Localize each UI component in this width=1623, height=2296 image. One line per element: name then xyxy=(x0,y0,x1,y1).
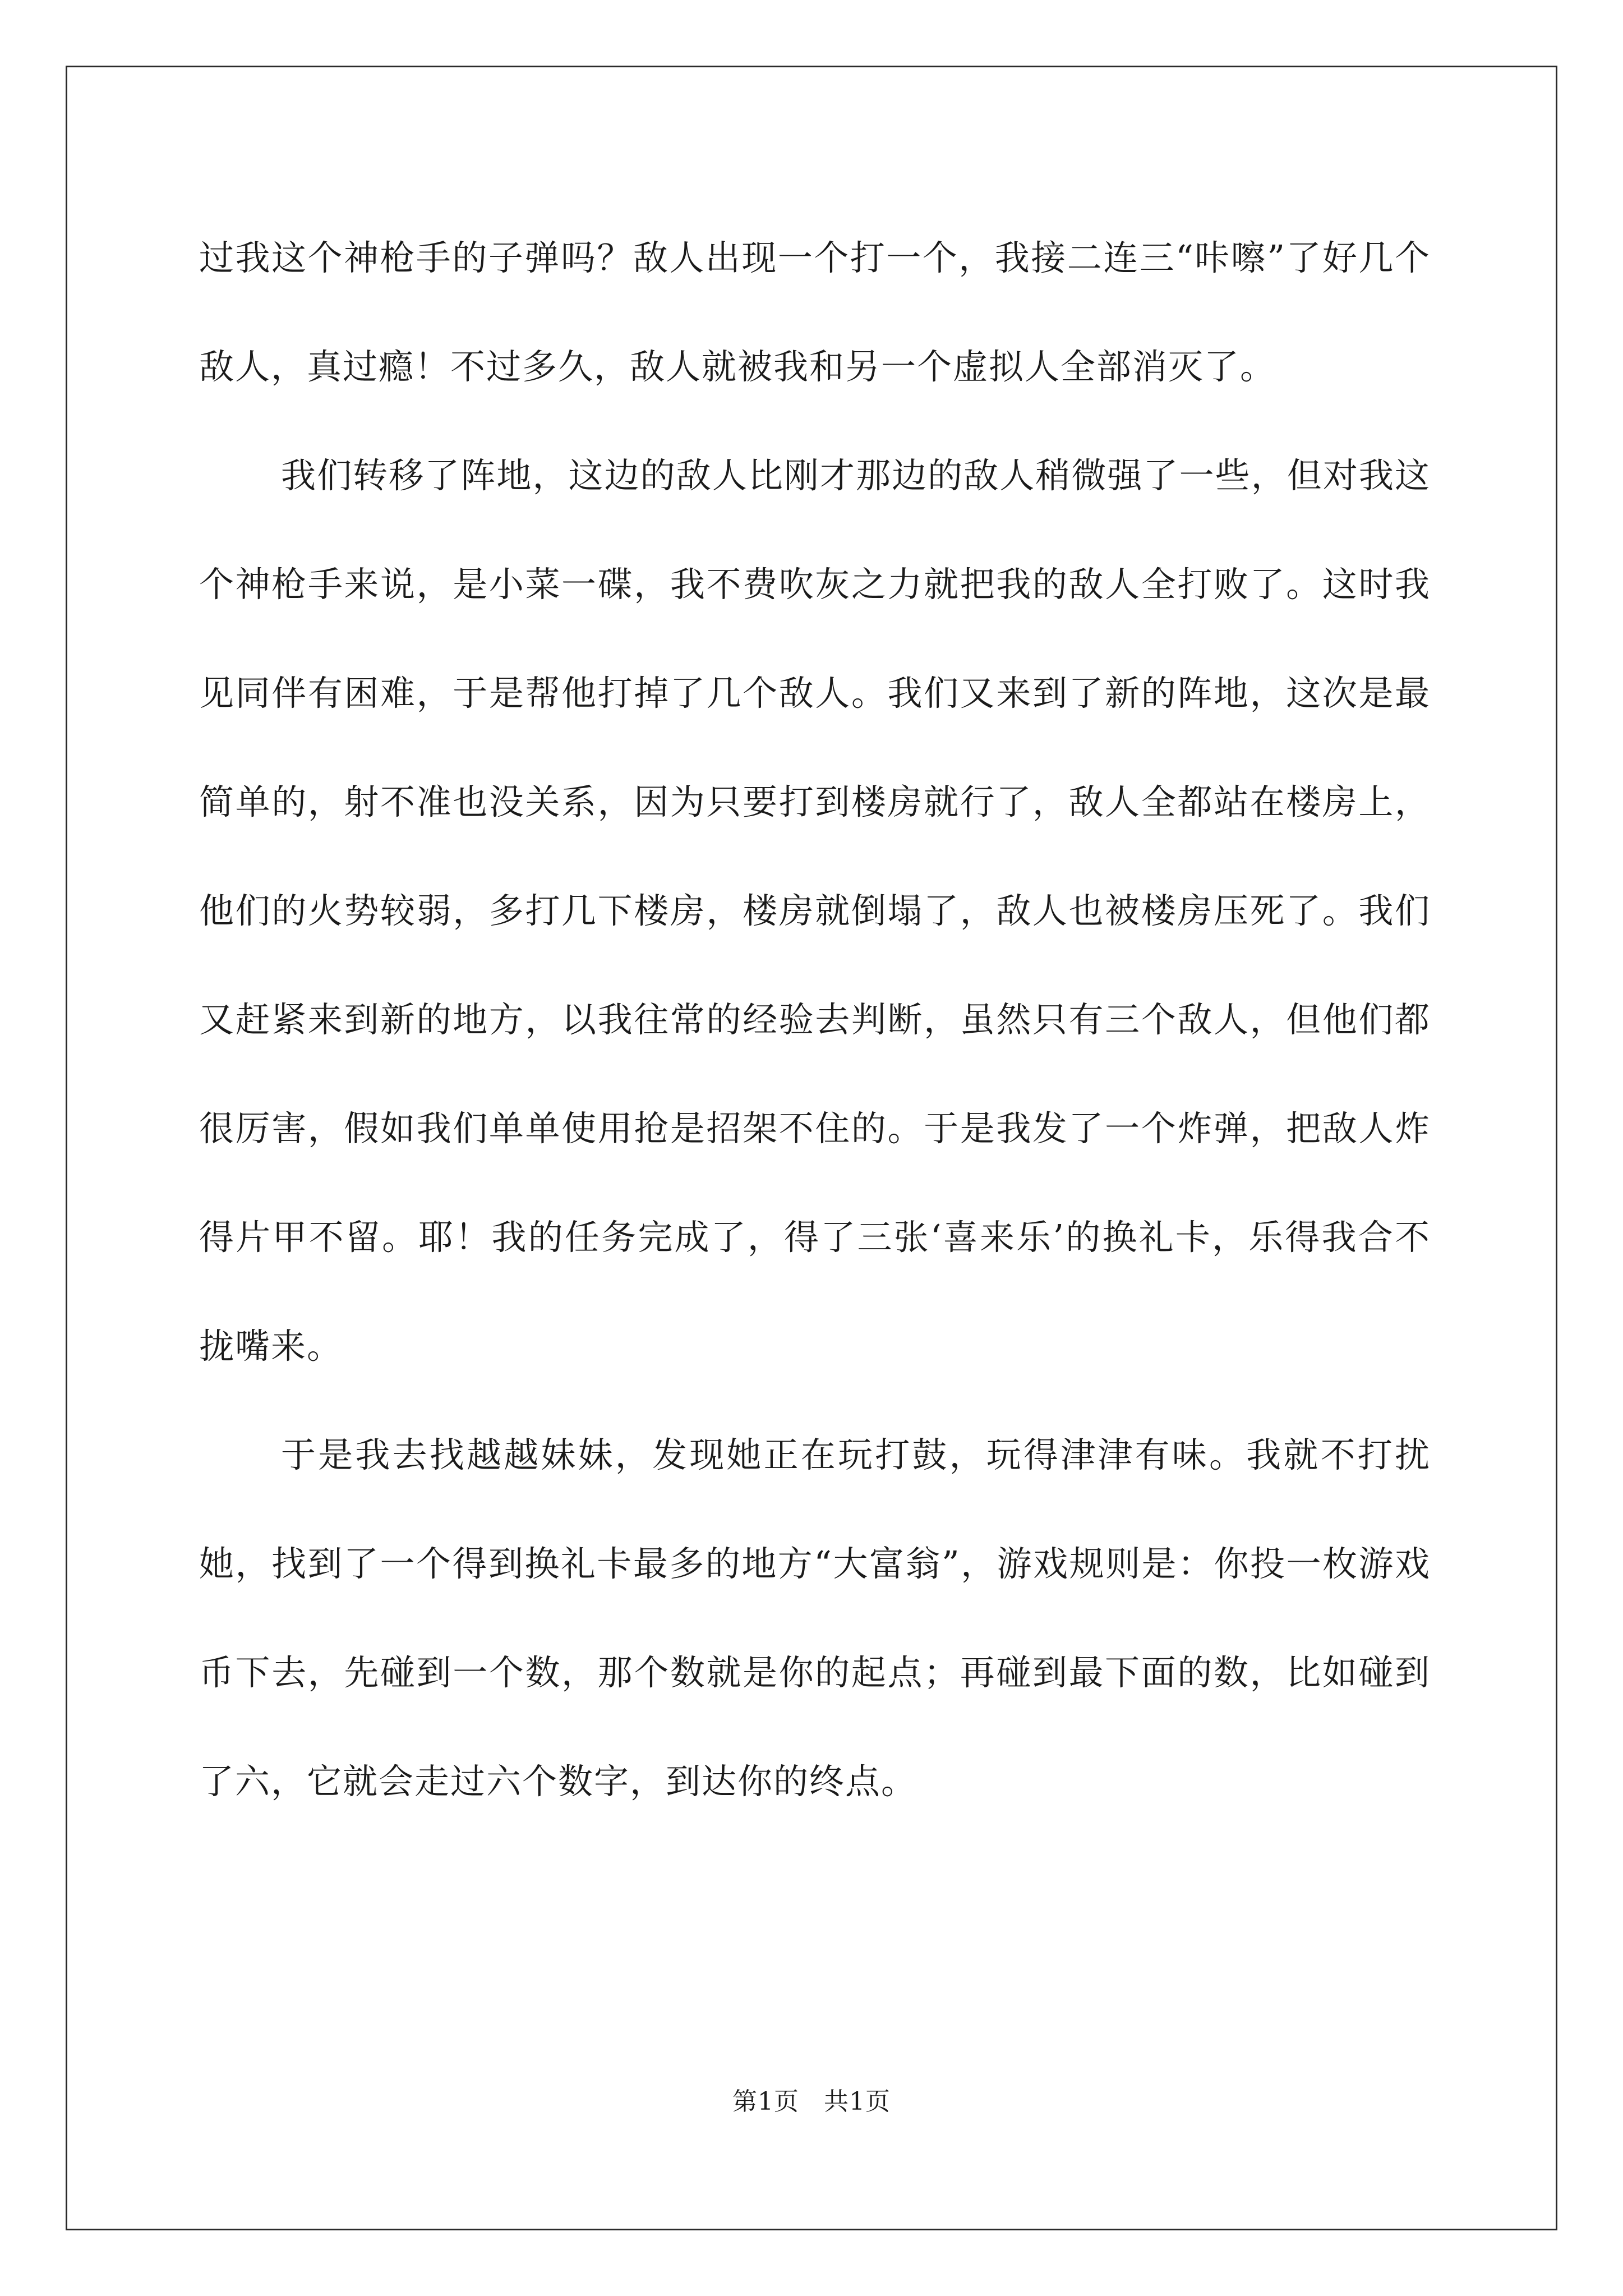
page-number: 第1页 xyxy=(732,2087,799,2116)
page-total: 共1页 xyxy=(824,2087,891,2116)
paragraph-1: 过我这个神枪手的子弹吗？敌人出现一个打一个，我接二连三“咔嚓”了好几个敌人，真过瘾！不过多久，敌人就被我和另一个虚拟人全部消灭了。 xyxy=(199,237,1431,387)
paragraph-3: 于是我去找越越妹妹，发现她正在玩打鼓，玩得津津有味。我就不打扰她，找到了一个得到换礼卡最多的地方“大富翁”，游戏规则是：你投一枚游戏币下去，先碰到一个数，那个数就是你的起点；再碰到最下面的数，比如碰到了六，它就会走过六个数字，到达你的终点。 xyxy=(199,1434,1431,1802)
paragraph-2: 我们转移了阵地，这边的敌人比刚才那边的敌人稍微强了一些，但对我这个神枪手来说，是小菜一碟，我不费吹灰之力就把我的敌人全打败了。这时我见同伴有困难，于是帮他打掉了几个敌人。我们又来到了新的阵地，这次是最简单的，射不准也没关系，因为只要打到楼房就行了，敌人全都站在楼房上，他们的火势较弱，多打几下楼房，楼房就倒塌了，敌人也被楼房压死了。我们又赶紧来到新的地方，以我往常的经验去判断，虽然只有三个敌人，但他们都很厉害，假如我们单单使用抢是招架不住的。于是我发了一个炸弹，把敌人炸得片甲不留。耶！我的任务完成了，得了三张‘喜来乐’的换礼卡，乐得我合不拢嘴来。 xyxy=(199,455,1431,1366)
page-footer xyxy=(0,2085,1623,2119)
document-body xyxy=(199,204,1431,1836)
